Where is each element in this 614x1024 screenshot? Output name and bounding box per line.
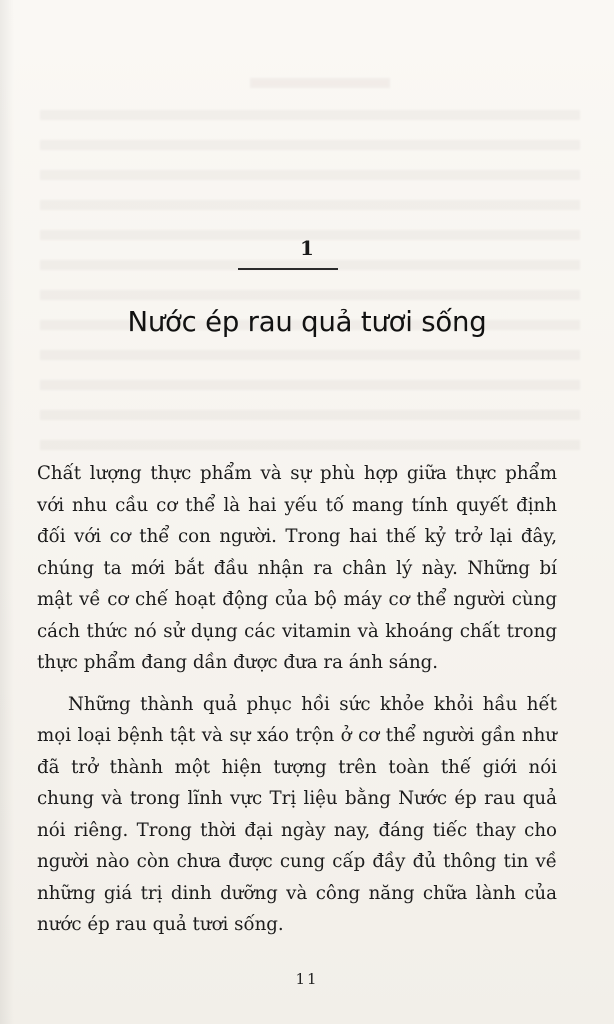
paragraph-1: Chất lượng thực phẩm và sự phù hợp giữa thực phẩm với nhu cầu cơ thể là hai yếu tố mang tính quyết định đối với cơ thể con người. Trong hai thế kỷ trở lại đây, chúng ta mới bắt đầu nhận ra chân lý này. Những bí mật về cơ chế hoạt động của bộ máy cơ thể người cùng cách thức nó sử dụng các vitamin và khoáng chất trong thực phẩm đang dần được đưa ra ánh sáng.	[37, 463, 557, 673]
paragraph-2: Những thành quả phục hồi sức khỏe khỏi hầu hết mọi loại bệnh tật và sự xáo trộn ở cơ thể người gần như đã trở thành một hiện tượng trên toàn thế giới nói chung và trong lĩnh vực Trị liệu bằng Nước ép rau quả nói riêng. Trong thời đại ngày nay, đáng tiếc thay cho người nào còn chưa được cung cấp đầy đủ thông tin về những giá trị dinh dưỡng và công năng chữa lành của nước ép rau quả tươi sống.	[37, 693, 557, 935]
page-number: 11	[295, 970, 319, 988]
chapter-body	[37, 458, 557, 951]
bleed-through-text	[40, 110, 580, 470]
chapter-number: 1	[300, 236, 314, 260]
chapter-title: Nước ép rau quả tươi sống	[127, 306, 487, 338]
bleed-through-header	[250, 78, 390, 88]
chapter-divider	[238, 268, 338, 270]
